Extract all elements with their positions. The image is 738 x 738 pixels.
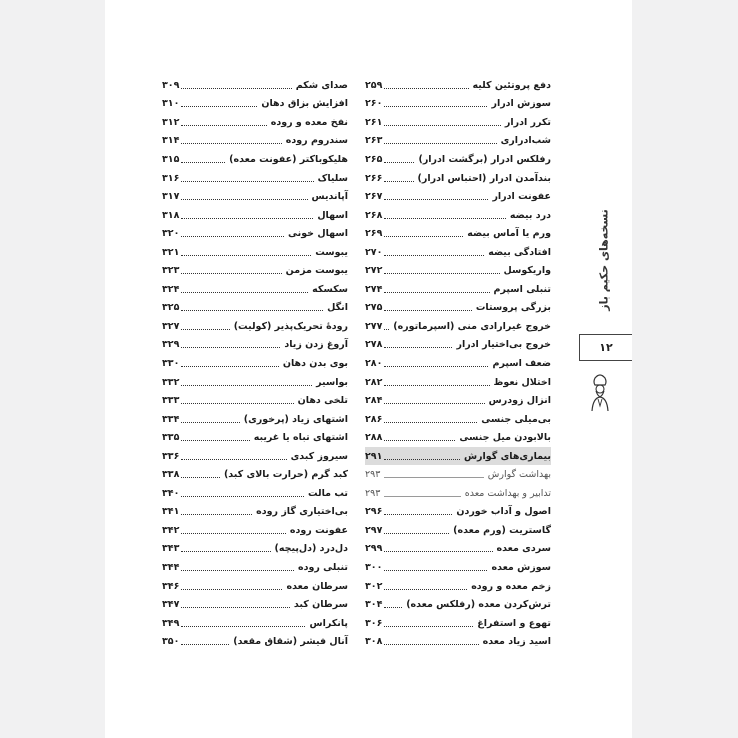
toc-entry[interactable] [162,614,348,633]
toc-entry[interactable] [365,95,551,114]
toc-entry-page: ۳۱۶ [162,172,180,184]
toc-entry[interactable] [162,428,348,447]
toc-entry-page: ۳۰۰ [365,561,383,573]
toc-entry-page: ۳۴۱ [162,506,180,518]
toc-entry[interactable] [162,76,348,95]
toc-entry-page: ۳۰۲ [365,580,383,592]
toc-entry-title: بی‌اختیاری گاز روده [256,506,348,518]
toc-entry-page: ۳۲۵ [162,302,180,314]
toc-entry-page: ۳۰۸ [365,636,383,648]
toc-entry-page: ۳۱۲ [162,116,180,128]
toc-entry[interactable] [162,280,348,299]
toc-column-right [365,76,551,651]
dot-leader [384,551,492,552]
dot-leader [384,422,477,423]
dot-leader [384,403,484,404]
dot-leader [384,292,489,293]
toc-entry-page: ۳۲۳ [162,265,180,277]
dot-leader [181,347,280,348]
toc-entry-page: ۳۳۳ [162,395,180,407]
toc-entry-page: ۳۰۶ [365,617,383,629]
toc-entry-page: ۳۱۸ [162,209,180,221]
toc-entry-title: صدای شکم [295,79,348,91]
book-title-vertical: نسخه‌های حکیم باز [597,209,611,311]
toc-entry-title: بیماری‌های گوارش [463,450,551,462]
toc-entry[interactable] [162,391,348,410]
toc-entry[interactable] [365,299,551,318]
toc-entry-title: تکرر ادرار [504,116,551,128]
toc-entry[interactable] [365,261,551,280]
toc-entry-title: رودهٔ تحریک‌پذیر (کولیت) [233,320,348,332]
dot-leader [384,459,460,460]
toc-entry[interactable] [365,280,551,299]
toc-entry-title: دل‌درد (دل‌پیچه) [274,543,348,555]
toc-entry-page: ۳۱۴ [162,135,180,147]
dot-leader [181,329,229,330]
toc-entry[interactable] [162,317,348,336]
toc-entry-title: تنبلی روده [298,561,348,573]
toc-entry-page: ۲۶۳ [365,135,383,147]
toc-entry[interactable] [162,113,348,132]
toc-entry[interactable] [365,632,551,651]
toc-entry[interactable] [365,428,551,447]
dot-leader [181,181,313,182]
dot-leader [181,199,307,200]
toc-entry-title: بواسیر [316,376,348,388]
toc-entry-title: عفونت روده [289,524,348,536]
toc-entry[interactable] [365,224,551,243]
toc-entry-page: ۳۰۴ [365,599,383,611]
dot-leader [384,255,484,256]
toc-entry-title: تنبلی اسپرم [493,283,551,295]
dot-leader [181,162,225,163]
dot-leader [181,143,281,144]
toc-entry[interactable] [365,354,551,373]
toc-entry[interactable] [365,521,551,540]
toc-entry-title: سیروز کبدی [290,450,348,462]
dot-leader [181,385,312,386]
toc-entry[interactable] [365,113,551,132]
toc-entry[interactable] [162,521,348,540]
toc-entry-page: ۲۸۲ [365,376,383,388]
dot-leader [384,106,487,107]
toc-entry-page: ۲۹۳ [365,469,381,481]
toc-entry-title: افتادگی بیضه [488,246,551,258]
toc-entry[interactable] [365,187,551,206]
toc-entry-title: یبوست [315,246,348,258]
toc-entry-title: بالابودن میل جنسی [459,432,551,444]
toc-entry-page: ۳۳۸ [162,469,180,481]
toc-entry-title: ورم یا آماس بیضه [467,228,551,240]
toc-entry-page: ۲۹۳ [365,487,381,499]
toc-entry-title: گاستریت (ورم معده) [453,524,551,536]
toc-entry-page: ۳۲۷ [162,320,180,332]
toc-entry[interactable] [365,614,551,633]
toc-entry-page: ۳۲۹ [162,339,180,351]
toc-entry-title: پانکراس [309,617,348,629]
toc-entry-title: اسهال خونی [288,228,348,240]
dot-leader [384,125,500,126]
toc-entry-page: ۲۷۲ [365,265,383,277]
toc-entry-title: عفونت ادرار [492,191,551,203]
toc-entry[interactable] [365,373,551,392]
toc-entry[interactable] [365,465,551,484]
toc-entry-title: تدابیر و بهداشت معده [464,487,551,499]
dot-leader [384,589,467,590]
toc-entry-title: سرطان کبد [293,599,348,611]
toc-entry-page: ۲۶۱ [365,116,383,128]
toc-entry-page: ۲۷۷ [365,320,383,332]
toc-entry[interactable] [162,299,348,318]
toc-entry-page: ۳۳۵ [162,432,180,444]
toc-entry-title: اشتهای زیاد (پرخوری) [243,413,348,425]
toc-entry[interactable] [162,577,348,596]
page-number: ۱۲ [599,341,613,354]
toc-entry-title: سندروم روده [285,135,348,147]
toc-entry-title: بزرگی پروستات [475,302,551,314]
toc-entry-title: بندآمدن ادرار (احتباس ادرار) [417,172,551,184]
dot-leader [384,181,413,182]
dot-leader [181,310,323,311]
toc-entry[interactable] [365,540,551,559]
toc-entry[interactable] [162,261,348,280]
dot-leader [384,347,452,348]
toc-entry[interactable] [162,484,348,503]
toc-entry[interactable] [162,447,348,466]
toc-entry-title: ترش‌کردن معده (رفلکس معده) [406,599,551,611]
toc-entry-title: اختلال نعوظ [493,376,551,388]
toc-entry-title: انگل [327,302,348,314]
toc-entry-page: ۳۱۰ [162,98,180,110]
toc-entry[interactable] [365,577,551,596]
dot-leader [384,310,471,311]
dot-leader [181,292,308,293]
toc-entry-title: تب مالت [307,487,348,499]
toc-entry[interactable] [365,243,551,262]
toc-entry-title: کبد گرم (حرارت بالای کبد) [223,469,348,481]
dot-leader [384,533,449,534]
toc-entry-page: ۲۶۸ [365,209,383,221]
dot-leader [384,644,478,645]
toc-entry-title: اسید زیاد معده [482,636,551,648]
dot-leader [181,644,229,645]
toc-entry[interactable] [365,336,551,355]
toc-entry-title: سرطان معده [286,580,348,592]
toc-entry-page: ۲۶۶ [365,172,383,184]
toc-entry[interactable] [162,595,348,614]
toc-entry-title: زخم معده و روده [471,580,551,592]
toc-entry[interactable] [365,447,551,466]
dot-leader [384,477,484,478]
toc-entry-title: دفع پروتئین کلیه [472,79,551,91]
toc-entry-title: ضعف اسپرم [492,357,551,369]
toc-entry-page: ۲۵۹ [365,79,383,91]
dot-leader [384,514,452,515]
toc-entry[interactable] [162,540,348,559]
toc-entry-title: خروج غیرارادی منی (اسپرماتوره) [393,320,551,332]
dot-leader [181,626,305,627]
dot-leader [181,440,249,441]
toc-entry[interactable] [162,354,348,373]
toc-entry-page: ۲۷۸ [365,339,383,351]
dot-leader [384,496,461,497]
dot-leader [181,273,281,274]
toc-entry-page: ۲۹۶ [365,506,383,518]
toc-entry-title: سوزش معده [491,561,551,573]
sage-portrait-icon [587,372,613,412]
toc-entry[interactable] [162,558,348,577]
toc-entry-title: واریکوسل [503,265,551,277]
dot-leader [384,626,473,627]
dot-leader [384,199,488,200]
toc-entry-page: ۲۶۷ [365,191,383,203]
toc-entry-page: ۲۹۷ [365,524,383,536]
toc-entry-page: ۳۴۷ [162,599,180,611]
toc-entry[interactable] [162,336,348,355]
toc-entry-title: رفلکس ادرار (برگشت ادرار) [418,153,551,165]
toc-entry-page: ۲۸۰ [365,357,383,369]
toc-entry[interactable] [365,558,551,577]
dot-leader [384,218,505,219]
toc-entry-page: ۲۶۰ [365,98,383,110]
toc-entry[interactable] [365,484,551,503]
dot-leader [384,366,488,367]
dot-leader [181,533,286,534]
toc-entry-page: ۳۴۲ [162,524,180,536]
dot-leader [384,162,414,163]
dot-leader [181,514,252,515]
dot-leader [384,236,463,237]
toc-entry-title: یبوست مزمن [285,265,348,277]
dot-leader [181,570,294,571]
toc-entry[interactable] [365,206,551,225]
dot-leader [181,236,284,237]
dot-leader [181,403,293,404]
toc-entry-page: ۲۸۴ [365,395,383,407]
toc-entry-title: بهداشت گوارش [487,469,551,481]
toc-entry[interactable] [162,187,348,206]
toc-entry-title: تهوع و استفراغ [477,617,551,629]
dot-leader [384,440,455,441]
toc-entry-page: ۲۸۶ [365,413,383,425]
dot-leader [181,422,239,423]
toc-entry-title: سکسکه [312,283,348,295]
page-number-tab [579,334,632,361]
toc-entry-page: ۳۱۷ [162,191,180,203]
toc-entry-title: بوی بدن دهان [282,357,348,369]
toc-entry-title: بی‌میلی جنسی [481,413,551,425]
dot-leader [384,329,389,330]
toc-entry-title: افزایش بزاق دهان [261,98,348,110]
dot-leader [384,385,489,386]
dot-leader [181,106,257,107]
toc-entry-page: ۳۳۲ [162,376,180,388]
toc-entry-page: ۳۴۳ [162,543,180,555]
dot-leader [384,143,496,144]
dot-leader [181,477,220,478]
dot-leader [181,218,313,219]
toc-entry-title: آنال فیشر (شقاق مقعد) [233,636,348,648]
dot-leader [384,607,402,608]
toc-entry-page: ۲۹۹ [365,543,383,555]
toc-entry[interactable] [365,503,551,522]
dot-leader [181,459,286,460]
toc-entry[interactable] [365,76,551,95]
toc-entry-title: اسهال [317,209,348,221]
toc-entry[interactable] [162,169,348,188]
toc-entry-title: هلیکوباکتر (عفونت معده) [229,153,348,165]
toc-entry[interactable] [162,410,348,429]
toc-entry[interactable] [365,132,551,151]
toc-entry[interactable] [162,132,348,151]
toc-entry-page: ۲۷۵ [365,302,383,314]
dot-leader [181,366,278,367]
toc-entry[interactable] [365,317,551,336]
dot-leader [181,607,290,608]
toc-entry[interactable] [365,169,551,188]
dot-leader [384,273,499,274]
toc-entry-page: ۳۲۴ [162,283,180,295]
toc-entry-title: شب‌ادراری [500,135,551,147]
toc-entry-title: اصول و آداب خوردن [456,506,551,518]
dot-leader [181,125,266,126]
toc-entry-title: اشتهای تباه یا غریبه [253,432,348,444]
toc-entry[interactable] [365,410,551,429]
toc-entry-title: آروغ زدن زیاد [284,339,348,351]
toc-entry[interactable] [162,150,348,169]
toc-entry-title: آپاندیس [311,191,348,203]
toc-entry[interactable] [162,95,348,114]
toc-entry-page: ۳۳۴ [162,413,180,425]
toc-entry-title: انزال زودرس [488,395,551,407]
toc-entry-title: سوزش ادرار [491,98,551,110]
toc-entry[interactable] [162,243,348,262]
toc-entry[interactable] [162,503,348,522]
dot-leader [181,589,282,590]
toc-entry-page: ۲۶۵ [365,153,383,165]
dot-leader [181,88,291,89]
toc-entry-page: ۲۷۰ [365,246,383,258]
toc-entry-page: ۳۴۴ [162,561,180,573]
toc-entry-title: سلیاک [317,172,348,184]
toc-entry-page: ۲۷۴ [365,283,383,295]
toc-entry-page: ۳۴۹ [162,617,180,629]
toc-entry-page: ۳۳۶ [162,450,180,462]
toc-entry-page: ۳۰۹ [162,79,180,91]
toc-entry[interactable] [365,391,551,410]
toc-entry-page: ۲۸۸ [365,432,383,444]
toc-column-left [162,76,348,651]
toc-entry-title: تلخی دهان [297,395,348,407]
toc-entry[interactable] [162,224,348,243]
toc-entry-title: نفخ معده و روده [270,116,348,128]
dot-leader [181,496,304,497]
toc-entry-title: سردی معده [496,543,551,555]
toc-entry-page: ۲۹۱ [365,450,383,462]
toc-entry-page: ۳۲۰ [162,228,180,240]
toc-entry[interactable] [365,150,551,169]
toc-entry-page: ۳۴۶ [162,580,180,592]
dot-leader [384,570,487,571]
toc-entry-page: ۲۶۹ [365,228,383,240]
toc-entry-page: ۳۳۰ [162,357,180,369]
dot-leader [384,88,468,89]
toc-entry[interactable] [162,465,348,484]
toc-entry[interactable] [162,206,348,225]
toc-entry-page: ۳۴۰ [162,487,180,499]
toc-entry[interactable] [162,373,348,392]
toc-entry[interactable] [365,595,551,614]
toc-entry-title: خروج بی‌اختیار ادرار [456,339,551,351]
toc-entry-page: ۳۲۱ [162,246,180,258]
dot-leader [181,551,270,552]
toc-entry[interactable] [162,632,348,651]
toc-entry-title: درد بیضه [509,209,551,221]
toc-entry-page: ۳۵۰ [162,636,180,648]
dot-leader [181,255,311,256]
toc-entry-page: ۳۱۵ [162,153,180,165]
